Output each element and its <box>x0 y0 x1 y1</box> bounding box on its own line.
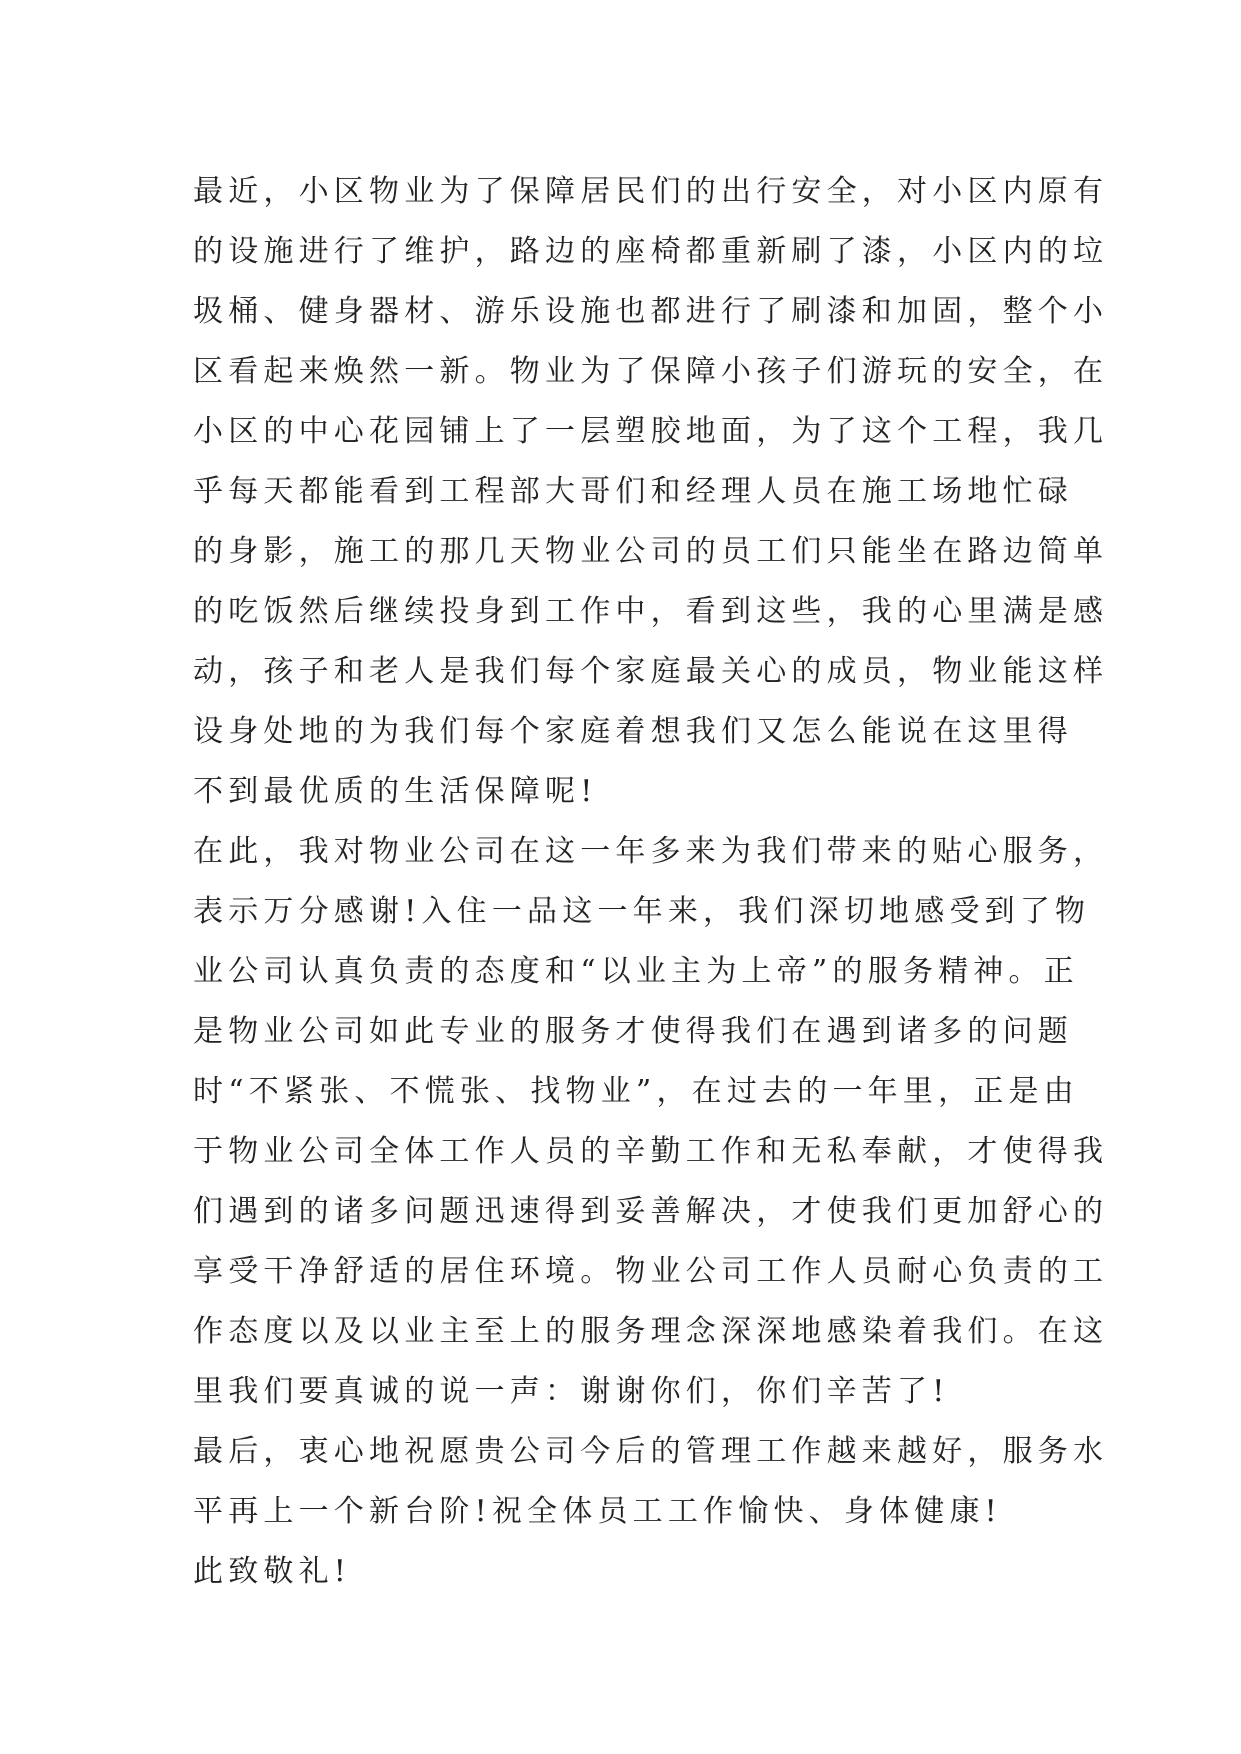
text-line: 于物业公司全体工作人员的辛勤工作和无私奉献，才使得我 <box>193 1134 1109 1169</box>
text-line: 小区的中心花园铺上了一层塑胶地面，为了这个工程，我几 <box>193 414 1109 449</box>
text-line: 动，孩子和老人是我们每个家庭最关心的成员，物业能这样 <box>193 654 1109 689</box>
text-line: 表示万分感谢!入住一品这一年来，我们深切地感受到了物 <box>193 894 1091 929</box>
text-line: 的设施进行了维护，路边的座椅都重新刷了漆，小区内的垃 <box>193 234 1109 269</box>
text-line: 最近，小区物业为了保障居民们的出行安全，对小区内原有 <box>193 174 1109 209</box>
text-line: 区看起来焕然一新。物业为了保障小孩子们游玩的安全，在 <box>193 354 1109 389</box>
text-line: 业公司认真负责的态度和“以业主为上帝”的服务精神。正 <box>193 954 1079 989</box>
text-line: 们遇到的诸多问题迅速得到妥善解决，才使我们更加舒心的 <box>193 1194 1109 1229</box>
text-line: 平再上一个新台阶!祝全体员工工作愉快、身体健康! <box>193 1494 1002 1529</box>
text-line: 的身影，施工的那几天物业公司的员工们只能坐在路边简单 <box>193 534 1109 569</box>
text-line: 不到最优质的生活保障呢! <box>193 774 598 809</box>
text-line: 时“不紧张、不慌张、找物业”，在过去的一年里，正是由 <box>193 1074 1079 1109</box>
text-line: 里我们要真诚的说一声：谢谢你们，你们辛苦了! <box>193 1374 950 1409</box>
letter-body <box>193 162 1109 1602</box>
text-line: 乎每天都能看到工程部大哥们和经理人员在施工场地忙碌 <box>193 474 1073 509</box>
text-line: 在此，我对物业公司在这一年多来为我们带来的贴心服务， <box>193 834 1109 869</box>
text-line: 作态度以及以业主至上的服务理念深深地感染着我们。在这 <box>193 1314 1109 1349</box>
text-line: 享受干净舒适的居住环境。物业公司工作人员耐心负责的工 <box>193 1254 1109 1289</box>
text-line: 此致敬礼! <box>193 1554 352 1589</box>
text-line: 是物业公司如此专业的服务才使得我们在遇到诸多的问题 <box>193 1014 1073 1049</box>
text-line: 圾桶、健身器材、游乐设施也都进行了刷漆和加固，整个小 <box>193 294 1109 329</box>
text-line: 的吃饭然后继续投身到工作中，看到这些，我的心里满是感 <box>193 594 1109 629</box>
text-line: 设身处地的为我们每个家庭着想我们又怎么能说在这里得 <box>193 714 1073 749</box>
text-line: 最后，衷心地祝愿贵公司今后的管理工作越来越好，服务水 <box>193 1434 1109 1469</box>
